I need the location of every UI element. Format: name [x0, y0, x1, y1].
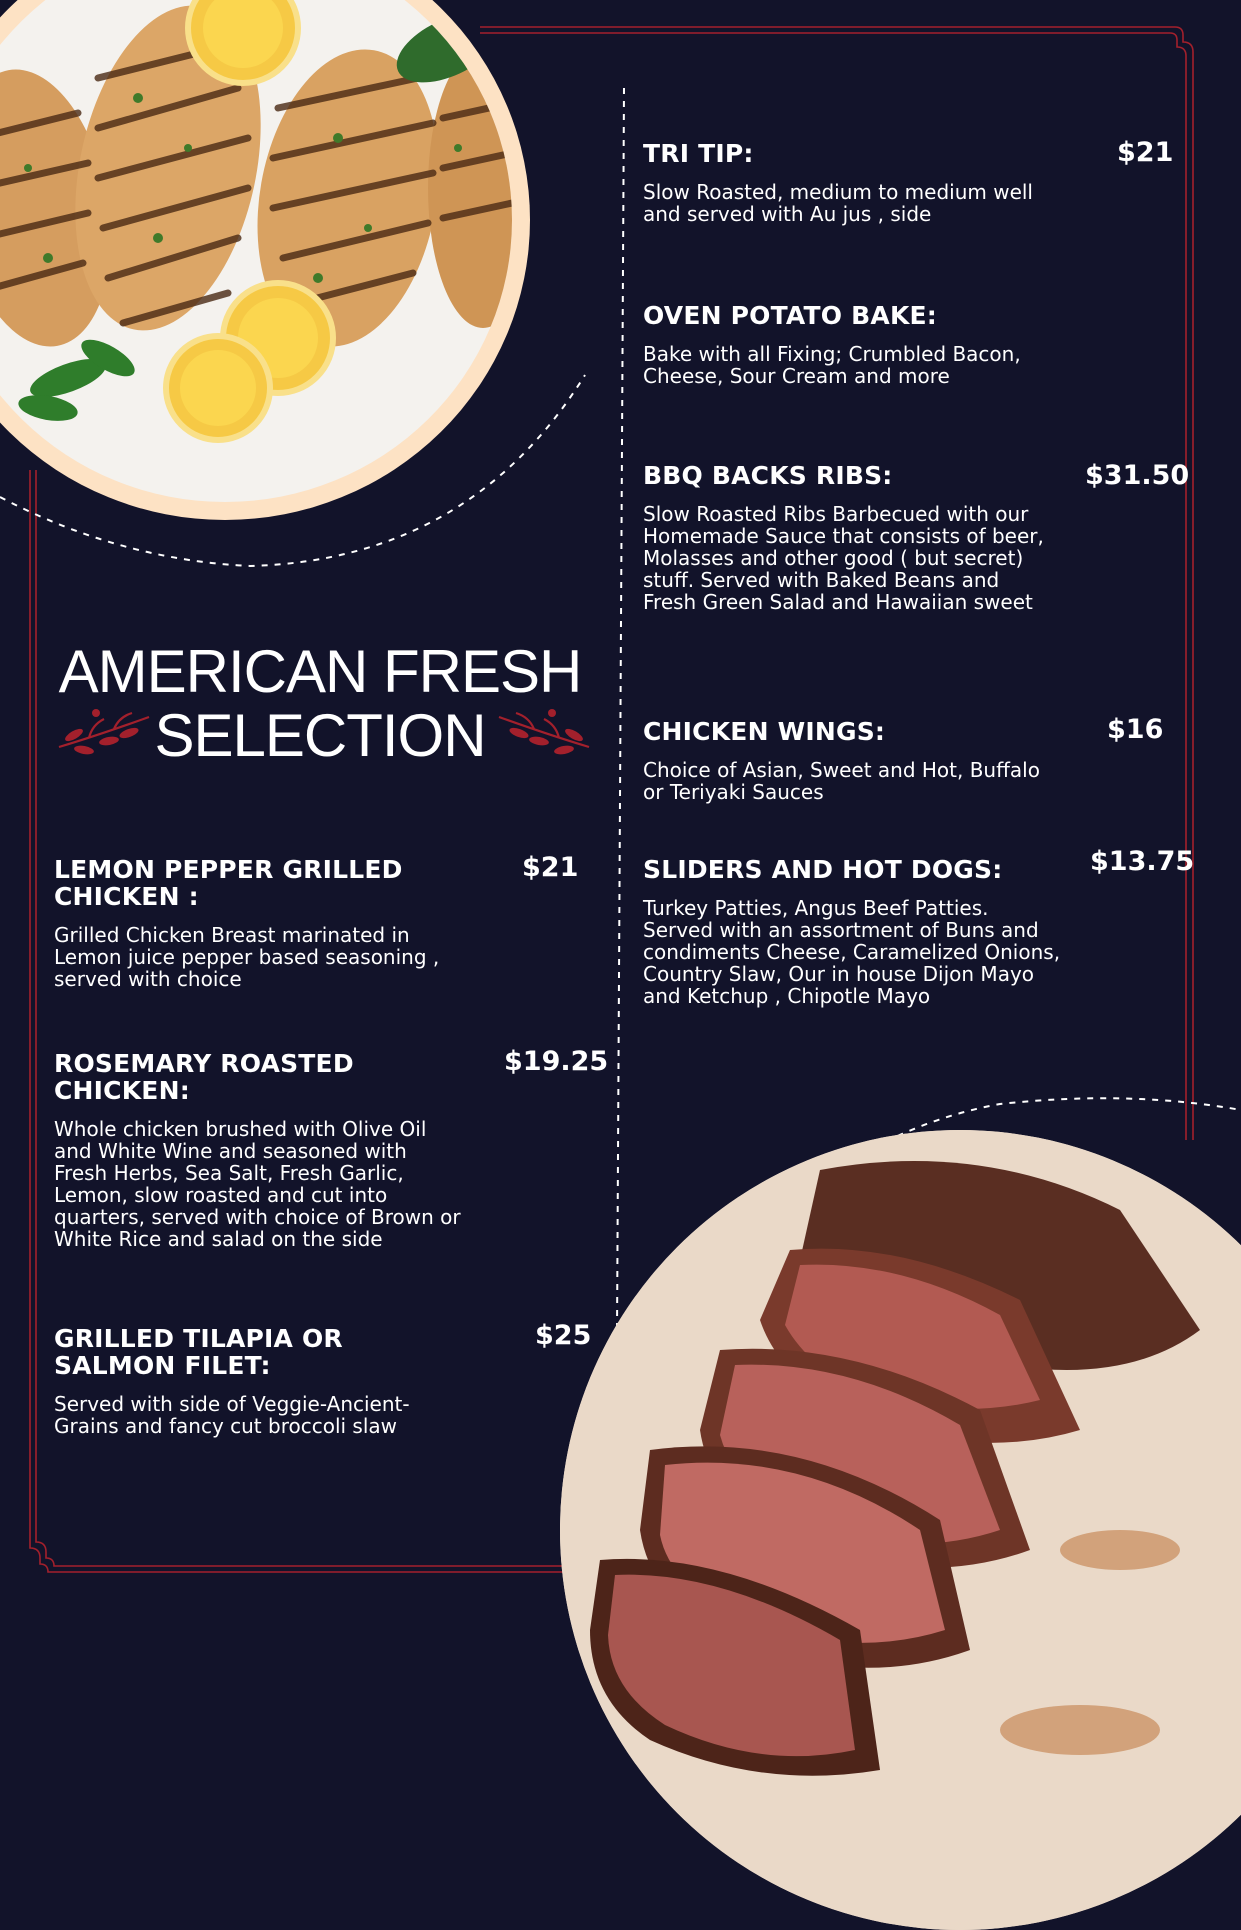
menu-item-price: $31.50 [1085, 460, 1190, 491]
menu-item [54, 1050, 464, 1250]
menu-item-description: Bake with all Fixing; Crumbled Bacon, Cheese, Sour Cream and more [643, 342, 1021, 388]
menu-item-price: $25 [535, 1320, 592, 1351]
menu-item [54, 1325, 464, 1437]
menu-item-price: $21 [1117, 137, 1174, 168]
menu-item [643, 856, 1063, 1007]
menu-item-description: Served with side of Veggie-Ancient-Grains and fancy cut broccoli slaw [54, 1392, 410, 1438]
menu-title-line2: SELECTION [154, 702, 486, 769]
menu-item-name: LEMON PEPPER GRILLED CHICKEN : [54, 855, 403, 911]
menu-item-name: CHICKEN WINGS: [643, 717, 886, 746]
menu-item-price: $19.25 [504, 1046, 609, 1077]
menu-item-name: BBQ BACKS RIBS: [643, 461, 893, 490]
menu-item-description: Choice of Asian, Sweet and Hot, Buffalo or Teriyaki Sauces [643, 758, 1040, 804]
menu-item-name: OVEN POTATO BAKE: [643, 301, 937, 330]
menu-item-name: GRILLED TILAPIA OR SALMON FILET: [54, 1324, 343, 1380]
menu-item [643, 140, 1048, 225]
menu-item [643, 718, 1048, 803]
menu-item-price: $16 [1107, 714, 1164, 745]
menu-title-line1: AMERICAN FRESH [58, 638, 582, 705]
menu-item-price: $21 [522, 852, 579, 883]
menu-item-name: SLIDERS AND HOT DOGS: [643, 855, 1003, 884]
menu-item-price: $13.75 [1090, 846, 1195, 877]
menu-item-description: Slow Roasted, medium to medium well and served with Au jus , side [643, 180, 1033, 226]
menu-item-name: TRI TIP: [643, 139, 754, 168]
leaf-sprig-left-icon [54, 705, 154, 755]
leaf-sprig-right-icon [494, 705, 594, 755]
menu-item-description: Whole chicken brushed with Olive Oil and White Wine and seasoned with Fresh Herbs, Sea Salt, Fresh Garlic, Lemon, slow roasted and cut into quarters, served with choice of Brown or White Rice and salad on the side [54, 1117, 461, 1251]
menu-item-description: Grilled Chicken Breast marinated in Lemon juice pepper based seasoning , served with choice [54, 923, 440, 991]
menu-item [54, 856, 464, 990]
menu-item-name: ROSEMARY ROASTED CHICKEN: [54, 1049, 354, 1105]
menu-item-description: Turkey Patties, Angus Beef Patties. Served with an assortment of Buns and condiments Cheese, Caramelized Onions, Country Slaw, Our in house Dijon Mayo and Ketchup , Chipotle Mayo [643, 896, 1061, 1008]
menu-item [643, 302, 1048, 387]
menu-item-description: Slow Roasted Ribs Barbecued with our Homemade Sauce that consists of beer, Molasses and other good ( but secret) stuff. Served with Baked Beans and Fresh Green Salad and Hawaiian sweet [643, 502, 1044, 614]
menu-item [643, 462, 1048, 613]
